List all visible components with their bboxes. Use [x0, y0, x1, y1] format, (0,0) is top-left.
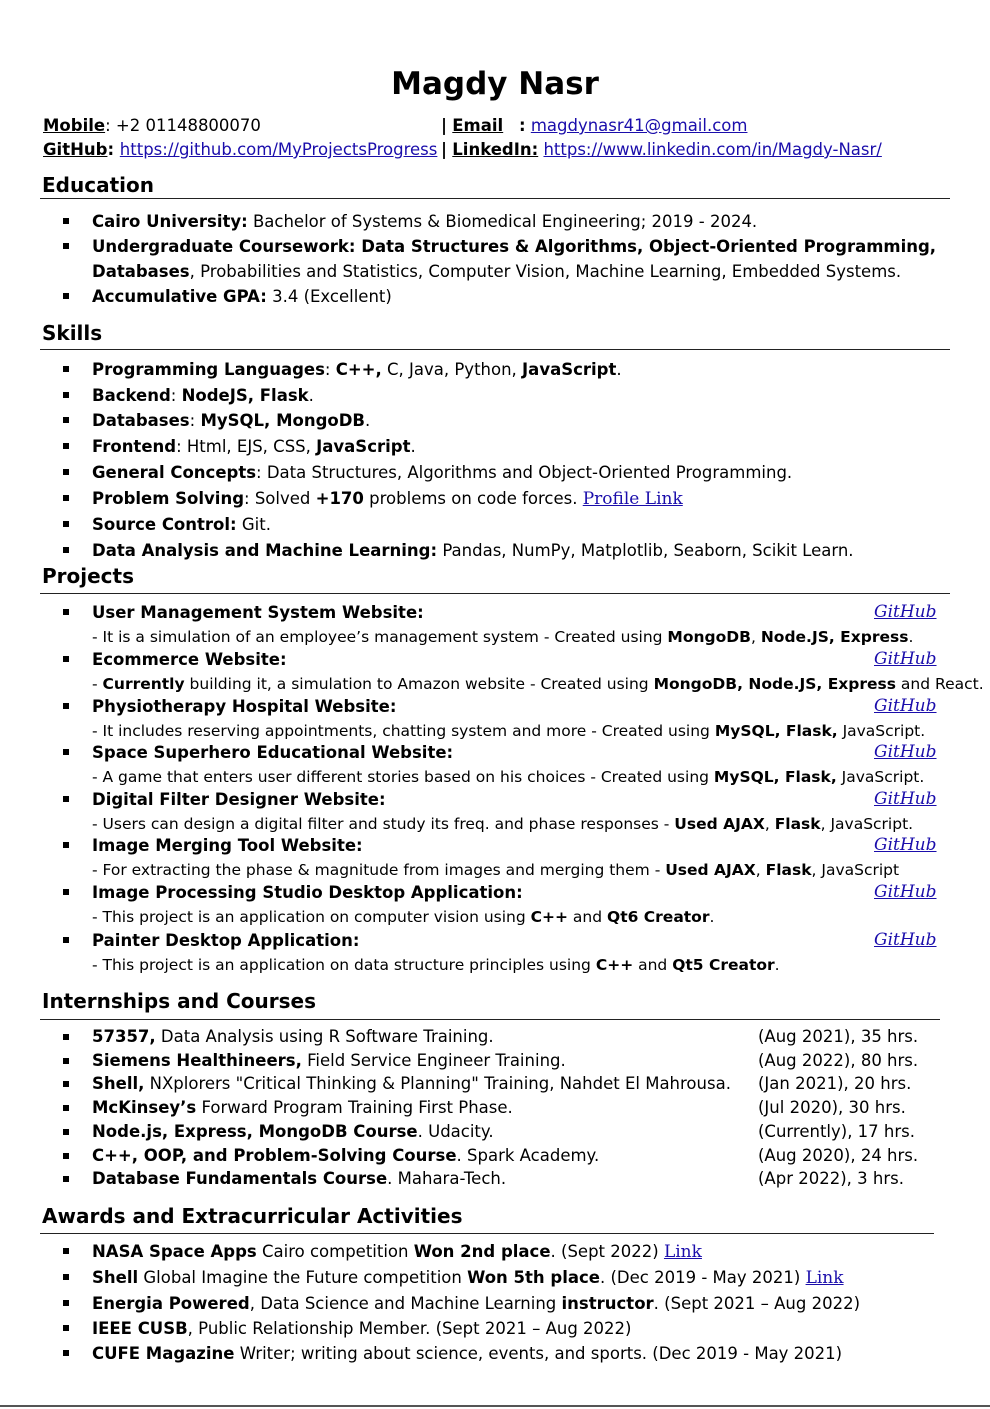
list-item: Programming Languages: C++, C, Java, Python, JavaScript. — [60, 357, 854, 383]
bullet-icon — [63, 1153, 69, 1159]
list-item: Database Fundamentals Course. Mahara-Tech. (Apr 2022), 3 hrs. — [60, 1167, 731, 1191]
list-item: Undergraduate Coursework: Data Structures & Algorithms, Object-Oriented Programming, — [60, 234, 936, 259]
project-item: User Management System Website: GitHub - It is a simulation of an employee’s management system - Created using MongoDB, Node.JS, Express. — [60, 600, 984, 647]
list-item: General Concepts: Data Structures, Algorithms and Object-Oriented Programming. — [60, 460, 854, 486]
projects-heading: Projects — [42, 564, 135, 588]
skills-divider — [40, 349, 950, 350]
bullet-icon — [63, 469, 69, 475]
bullet-icon — [63, 749, 69, 755]
linkedin-line: | LinkedIn: https://www.linkedin.com/in/Magdy-Nasr/ — [441, 140, 882, 159]
list-item: Data Analysis and Machine Learning: Pandas, NumPy, Matplotlib, Seaborn, Scikit Learn. — [60, 538, 854, 564]
mobile-line — [43, 116, 261, 135]
education-divider — [40, 198, 950, 199]
bullet-icon — [63, 547, 69, 553]
github-link[interactable]: GitHub — [874, 789, 937, 809]
list-item: CUFE Magazine Writer; writing about science, events, and sports. (Dec 2019 - May 2021) — [60, 1341, 860, 1366]
bullet-icon — [63, 1129, 69, 1135]
list-item: Frontend: Html, EJS, CSS, JavaScript. — [60, 434, 854, 460]
list-item: C++, OOP, and Problem-Solving Course. Spark Academy. (Aug 2020), 24 hrs. — [60, 1144, 731, 1168]
list-item: Accumulative GPA: 3.4 (Excellent) — [60, 284, 936, 309]
bullet-icon — [63, 521, 69, 527]
bullet-icon — [63, 1176, 69, 1182]
bullet-icon — [63, 1248, 69, 1254]
list-item: Shell, NXplorers "Critical Thinking & Planning" Training, Nahdet El Mahrousa. (Jan 2021), 20 hrs. — [60, 1072, 731, 1096]
linkedin-label: LinkedIn: — [452, 140, 539, 159]
github-link[interactable]: GitHub — [874, 835, 937, 855]
bullet-icon — [63, 937, 69, 943]
awards-list — [60, 1239, 860, 1366]
list-item: Backend: NodeJS, Flask. — [60, 383, 854, 409]
bullet-icon — [63, 889, 69, 895]
list-item: Source Control: Git. — [60, 512, 854, 538]
bullet-icon — [63, 495, 69, 501]
bullet-icon — [63, 1105, 69, 1111]
education-list — [60, 209, 936, 309]
projects-list — [60, 600, 984, 976]
bullet-icon — [63, 1300, 69, 1306]
bullet-icon — [63, 243, 69, 249]
internships-heading: Internships and Courses — [42, 989, 316, 1013]
bullet-icon — [63, 443, 69, 449]
profile-link[interactable]: Profile Link — [582, 488, 683, 509]
email-line: | Email : magdynasr41@gmail.com — [441, 116, 748, 135]
candidate-name: Magdy Nasr — [391, 66, 599, 102]
github-link[interactable]: GitHub — [874, 742, 937, 762]
github-line: GitHub: https://github.com/MyProjectsProgress — [43, 140, 438, 159]
project-item: Physiotherapy Hospital Website: GitHub - It includes reserving appointments, chatting system and more - Created using MySQL, Flask, JavaScript. — [60, 694, 984, 740]
internships-list — [60, 1025, 919, 1191]
bullet-icon — [63, 1034, 69, 1040]
date-duration: (Jan 2021), 20 hrs. — [758, 1074, 912, 1094]
list-item: Cairo University: Bachelor of Systems & Biomedical Engineering; 2019 - 2024. — [60, 209, 936, 234]
page-bottom-edge — [0, 1405, 990, 1407]
linkedin-link[interactable]: https://www.linkedin.com/in/Magdy-Nasr/ — [543, 140, 882, 159]
email-link[interactable]: magdynasr41@gmail.com — [530, 116, 748, 135]
github-label: GitHub — [43, 140, 108, 159]
list-item: Problem Solving: Solved +170 problems on code forces. Profile Link — [60, 486, 854, 513]
projects-divider — [40, 593, 950, 594]
internships-divider — [40, 1019, 940, 1020]
skills-heading: Skills — [42, 321, 103, 345]
list-item: Node.js, Express, MongoDB Course. Udacity. (Currently), 17 hrs. — [60, 1120, 731, 1144]
bullet-icon — [63, 417, 69, 423]
list-item: Energia Powered, Data Science and Machine Learning instructor. (Sept 2021 – Aug 2022) — [60, 1291, 860, 1316]
mobile-label: Mobile — [43, 116, 106, 135]
date-duration: (Apr 2022), 3 hrs. — [758, 1169, 904, 1189]
bullet-icon — [63, 293, 69, 299]
list-item: Siemens Healthineers, Field Service Engineer Training. (Aug 2022), 80 hrs. — [60, 1049, 731, 1073]
mobile-value: : +2 01148800070 — [105, 116, 261, 135]
bullet-icon — [63, 656, 69, 662]
bullet-icon — [63, 842, 69, 848]
date-duration: (Jul 2020), 30 hrs. — [758, 1098, 906, 1118]
email-label: Email — [452, 116, 504, 135]
awards-divider — [40, 1233, 934, 1234]
bullet-icon — [63, 703, 69, 709]
bullet-icon — [63, 1058, 69, 1064]
github-link[interactable]: GitHub — [874, 649, 937, 669]
date-duration: (Currently), 17 hrs. — [758, 1121, 916, 1141]
project-item: Image Merging Tool Website: GitHub - For extracting the phase & magnitude from images and merging them - Used AJAX, Flask, JavaScript — [60, 833, 984, 880]
list-item: McKinsey’s Forward Program Training First Phase. (Jul 2020), 30 hrs. — [60, 1096, 731, 1120]
list-item: Databases: MySQL, MongoDB. — [60, 408, 854, 434]
github-link[interactable]: GitHub — [874, 696, 937, 716]
github-link[interactable]: GitHub — [874, 602, 937, 622]
list-item: IEEE CUSB, Public Relationship Member. (Sept 2021 – Aug 2022) — [60, 1316, 860, 1341]
project-item: Space Superhero Educational Website: GitHub - A game that enters user different stories based on his choices - Created using MySQL, Flask, JavaScript. — [60, 740, 984, 787]
award-link[interactable]: Link — [663, 1242, 702, 1262]
bullet-icon — [63, 1350, 69, 1356]
bullet-icon — [63, 392, 69, 398]
github-link[interactable]: GitHub — [874, 930, 937, 950]
bullet-icon — [63, 218, 69, 224]
project-item: Image Processing Studio Desktop Application: GitHub - This project is an application on computer vision using C++ and Qt6 Creator. — [60, 880, 984, 928]
project-item: Painter Desktop Application: GitHub - This project is an application on data structure principles using C++ and Qt5 Creator. — [60, 928, 984, 976]
github-link[interactable]: https://github.com/MyProjectsProgress — [119, 140, 438, 159]
list-item-continued: Databases, Probabilities and Statistics, Computer Vision, Machine Learning, Embedded Systems. — [92, 262, 902, 281]
project-item: Digital Filter Designer Website: GitHub - Users can design a digital filter and study its freq. and phase responses - Used AJAX, Flask, JavaScript. — [60, 787, 984, 833]
bullet-icon — [63, 1325, 69, 1331]
list-item: 57357, Data Analysis using R Software Training. (Aug 2021), 35 hrs. — [60, 1025, 731, 1049]
bullet-icon — [63, 1081, 69, 1087]
awards-heading: Awards and Extracurricular Activities — [42, 1204, 463, 1228]
education-heading: Education — [42, 173, 154, 197]
bullet-icon — [63, 1274, 69, 1280]
github-link[interactable]: GitHub — [874, 882, 937, 902]
bullet-icon — [63, 609, 69, 615]
project-item: Ecommerce Website: GitHub - Currently building it, a simulation to Amazon website - Created using MongoDB, Node.JS, Express and React. — [60, 647, 984, 694]
bullet-icon — [63, 366, 69, 372]
date-duration: (Aug 2020), 24 hrs. — [758, 1145, 919, 1165]
award-link[interactable]: Link — [805, 1268, 844, 1288]
date-duration: (Aug 2022), 80 hrs. — [758, 1050, 919, 1070]
list-item: Shell Global Imagine the Future competition Won 5th place. (Dec 2019 - May 2021) Link — [60, 1265, 860, 1291]
date-duration: (Aug 2021), 35 hrs. — [758, 1027, 919, 1046]
bullet-icon — [63, 796, 69, 802]
list-item: NASA Space Apps Cairo competition Won 2nd place. (Sept 2022) Link — [60, 1239, 860, 1265]
skills-list — [60, 357, 854, 564]
